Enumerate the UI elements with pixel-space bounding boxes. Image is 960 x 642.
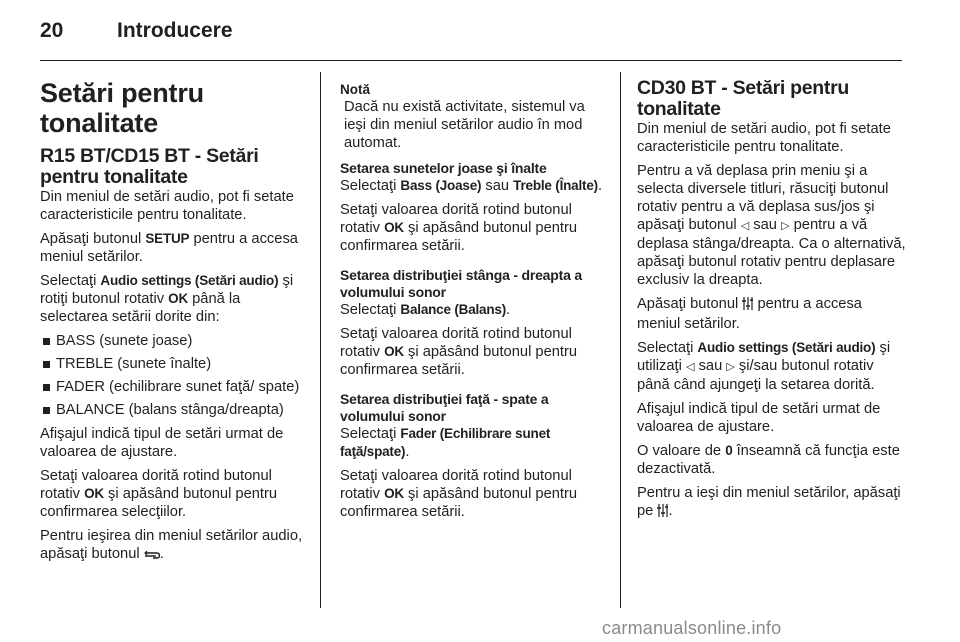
note-body: Dacă nu există activitate, sistemul va ieşi din meniul setărilor audio în mod automat. xyxy=(344,99,585,151)
paragraph: Selectaţi Bass (Joase) sau Treble (Înalte). xyxy=(340,178,603,194)
tone-settings-list xyxy=(40,332,306,419)
paragraph: Selectaţi Balance (Balans). xyxy=(340,302,511,318)
column-divider-2 xyxy=(620,72,621,608)
bullet-icon xyxy=(43,338,50,345)
paragraph: Afişajul indică tipul de setări urmat de valoarea de ajustare. xyxy=(637,401,881,435)
setup-tune-icon xyxy=(742,297,753,315)
heading-fader: Setarea distribuţiei faţă - spate a volumului sonor xyxy=(340,391,549,424)
paragraph: Setaţi valoarea dorită rotind butonul rotativ OK şi apăsând butonul pentru confirmarea setării. xyxy=(340,326,578,378)
paragraph: Selectaţi Audio settings (Setări audio) şi rotiţi butonul rotativ OK până la selectarea setării dorite din: xyxy=(40,273,294,325)
list-item: BALANCE (balans stânga/dreapta) xyxy=(40,401,306,419)
paragraph: Din meniul de setări audio, pot fi setate caracteristicile pentru tonalitate. xyxy=(637,121,891,155)
subheading-cd30: CD30 BT - Setări pentru tonalitate xyxy=(637,77,849,120)
bullet-icon xyxy=(43,407,50,414)
paragraph: Setaţi valoarea dorită rotind butonul rotativ OK şi apăsând butonul pentru confirmarea setării. xyxy=(340,202,578,254)
column-2 xyxy=(340,82,608,527)
right-triangle-icon: ▷ xyxy=(726,361,735,373)
paragraph: Setaţi valoarea dorită rotind butonul rotativ OK şi apăsând butonul pentru confirmarea selecţiilor. xyxy=(40,468,278,520)
page-number: 20 xyxy=(40,19,64,42)
page-heading: Setări pentru tonalitate xyxy=(40,78,204,138)
paragraph: Setaţi valoarea dorită rotind butonul rotativ OK şi apăsând butonul pentru confirmarea setării. xyxy=(340,468,578,520)
paragraph: Selectaţi Fader (Echilibrare sunet faţă/spate). xyxy=(340,426,551,460)
watermark: carmanualsonline.info xyxy=(602,618,782,638)
bullet-icon xyxy=(43,384,50,391)
list-item: BASS (sunete joase) xyxy=(40,332,306,350)
subheading-r15: R15 BT/CD15 BT - Setări pentru tonalitate xyxy=(40,145,259,188)
page-header xyxy=(40,18,910,48)
heading-balance: Setarea distribuţiei stânga - dreapta a volumului sonor xyxy=(340,267,582,300)
list-item: TREBLE (sunete înalte) xyxy=(40,355,306,373)
right-triangle-icon: ▷ xyxy=(781,220,790,232)
note-box xyxy=(340,82,608,152)
list-item: FADER (echilibrare sunet faţă/ spate) xyxy=(40,378,306,396)
header-rule xyxy=(40,60,902,61)
paragraph: Pentru ieşirea din meniul setărilor audio, apăsaţi butonul . xyxy=(40,527,306,565)
paragraph: Apăsaţi butonul SETUP pentru a accesa meniul setărilor. xyxy=(40,231,298,265)
paragraph: Din meniul de setări audio, pot fi setate caracteristicile pentru tonalitate. xyxy=(40,189,294,223)
setup-tune-icon xyxy=(657,504,668,522)
heading-bass-treble: Setarea sunetelor joase şi înalte xyxy=(340,160,547,176)
back-arrow-icon xyxy=(144,547,160,565)
left-triangle-icon: ◁ xyxy=(740,220,750,232)
column-divider-1 xyxy=(320,72,321,608)
paragraph: O valoare de 0 înseamnă că funcţia este dezactivată. xyxy=(637,443,900,477)
bullet-icon xyxy=(43,361,50,368)
note-title: Notă xyxy=(340,82,370,97)
column-3 xyxy=(637,78,907,528)
paragraph: Apăsaţi butonul pentru a accesa meniul setărilor. xyxy=(637,296,862,332)
paragraph: Afişajul indică tipul de setări urmat de valoarea de ajustare. xyxy=(40,426,284,460)
paragraph: Pentru a vă deplasa prin meniu şi a selecta diversele titluri, răsuciţi butonul rotativ pentru a vă deplasa sus/jos şi apăsaţi butonul ◁ sau ▷ pentru a vă deplasa stânga/dreapta. Ca o alternativă, apăsaţi butonul rotativ pentru deplasare exclusiv la dreapta. xyxy=(637,163,906,288)
paragraph: Selectaţi Audio settings (Setări audio) şi utilizaţi ◁ sau ▷ şi/sau butonul rotativ până când ajungeţi la setarea dorită. xyxy=(637,340,891,393)
left-triangle-icon: ◁ xyxy=(686,361,695,373)
paragraph: Pentru a ieşi din meniul setărilor, apăsaţi pe . xyxy=(637,484,907,522)
section-title: Introducere xyxy=(117,19,233,42)
column-1 xyxy=(40,78,306,571)
